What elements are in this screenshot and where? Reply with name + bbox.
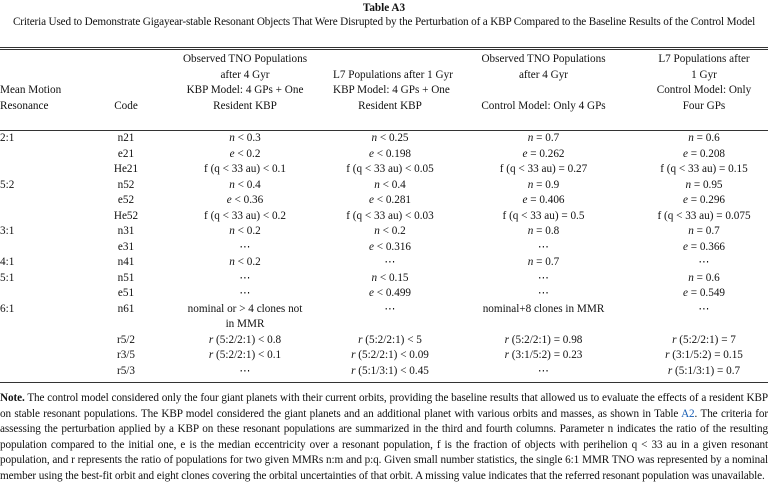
code-cell: He21: [113, 163, 139, 175]
code-cell: e21: [117, 147, 135, 160]
criterion-cell: r (5:2/2:1) < 5: [358, 333, 422, 346]
table-row: [0, 364, 768, 380]
criterion-cell: n = 0.95: [685, 178, 723, 191]
column-header-line: 1 Gyr: [691, 68, 717, 81]
code-cell: [95, 317, 157, 333]
criterion-cell: e < 0.2: [229, 147, 261, 160]
criterion-cell: ⋯: [698, 302, 710, 315]
criterion-cell: [447, 317, 640, 333]
criterion-cell: n < 0.2: [229, 256, 261, 268]
criterion-cell: ⋯: [384, 302, 396, 315]
column-header-line: Control Model: Only 4 GPs: [481, 99, 606, 112]
table-row: [0, 333, 768, 349]
resonance-cell: [0, 317, 95, 333]
resonance-cell: [0, 240, 95, 256]
bottom-rule: [0, 382, 768, 383]
criterion-cell: r (5:1/3:1) = 0.7: [667, 364, 741, 377]
resonance-cell: [0, 364, 95, 380]
criterion-cell: n < 0.3: [229, 132, 261, 144]
note-label: Note.: [0, 392, 25, 404]
criterion-cell: r (5:1/3:1) < 0.45: [351, 364, 429, 377]
criterion-cell: ⋯: [537, 287, 550, 299]
criterion-cell: nominal+8 clones in MMR: [482, 302, 605, 315]
criterion-cell: n < 0.25: [371, 132, 409, 144]
resonance-cell: [0, 147, 95, 163]
criterion-cell: [333, 317, 447, 333]
column-header-line: after 4 Gyr: [518, 68, 569, 81]
criterion-cell: r (5:2/2:1) < 0.1: [208, 349, 282, 361]
criterion-cell: n = 0.6: [688, 271, 720, 284]
note-text-2: . The criteria for assessing the perturbation applied by a KBP on these resonant populations are summarized in the third and fourth columns. Parameter n indicates the ratio of the resulting population compared to the initial one, e is the median eccentricity over a resonant population, f is the fraction of objects with perihelion q < 33 au in a given resonant population, and r represents the ratio of populations for two given MMRs n:m and p:q. Given small number statistics, the single 6:1 MMR TNO was represented by a nominal member using the best-fit orbit and eight clones covering the orbital uncertainties of that orbit. A missing value indicates that the referred resonant population was unavailable.: [0, 407, 768, 482]
criterion-cell: ⋯: [239, 364, 251, 377]
code-cell: e51: [117, 287, 135, 299]
resonance-cell: 5:1: [0, 271, 15, 284]
table-note: [0, 391, 768, 485]
resonance-cell: [0, 209, 95, 225]
criterion-cell: f (q < 33 au) = 0.15: [660, 163, 748, 175]
criterion-cell: r (3:1/5:2) = 0.23: [504, 349, 583, 361]
table-caption: Criteria Used to Demonstrate Gigayear-stable Resonant Objects That Were Disrupted by the Perturbation of a KBP Compared to the Baseline Results of the Control Model: [12, 16, 756, 28]
criterion-cell: r (5:2/2:1) = 0.98: [504, 333, 583, 346]
column-header: [447, 52, 640, 114]
criterion-cell: f (q < 33 au) < 0.1: [204, 163, 286, 175]
criterion-cell: nominal or > 4 clones not: [187, 302, 303, 315]
resonance-cell: [0, 286, 95, 302]
note-text-1: The control model considered only the four giant planets with their current orbits, providing the baseline results that allowed us to evaluate the effects of a resident KBP on stable resonant populations. The KBP model considered the giant planets and an additional planet with various orbits and masses, as shown in Table: [0, 392, 768, 420]
criterion-cell: r (5:2/2:1) < 0.8: [208, 333, 282, 346]
criterion-cell: e < 0.36: [226, 194, 264, 206]
table-row: [0, 162, 768, 178]
criterion-cell: n < 0.2: [229, 225, 261, 237]
criterion-cell: n = 0.9: [527, 178, 560, 191]
column-header-line: Observed TNO Populations: [481, 53, 606, 65]
table-a2-link[interactable]: A2: [681, 407, 695, 420]
resonance-cell: [0, 333, 95, 349]
criterion-cell: r (5:2/2:1) = 7: [672, 333, 736, 346]
criterion-cell: e = 0.296: [682, 194, 726, 206]
table-row: [0, 224, 768, 240]
table-row: [0, 271, 768, 287]
column-header-line: Resident KBP: [213, 99, 277, 112]
criterion-cell: ⋯: [537, 364, 550, 377]
code-cell: He52: [113, 209, 139, 222]
code-cell: r3/5: [116, 349, 136, 361]
criterion-cell: f (q < 33 au) < 0.03: [346, 209, 434, 222]
table-row: [0, 209, 768, 225]
top-double-rule-1: [0, 47, 768, 48]
column-header-line: L7 Populations after: [658, 53, 750, 65]
resonance-cell: 5:2: [0, 178, 15, 191]
table-body: [0, 131, 768, 379]
column-header-line: Mean Motion: [0, 84, 62, 96]
criterion-cell: r (5:2/2:1) < 0.09: [351, 349, 429, 361]
criterion-cell: n = 0.7: [688, 225, 720, 237]
criterion-cell: e = 0.406: [522, 194, 565, 206]
criterion-cell: e = 0.208: [682, 147, 726, 160]
criterion-cell: e < 0.198: [368, 147, 412, 160]
column-header-line: Observed TNO Populations: [182, 53, 308, 65]
table-row: [0, 302, 768, 318]
column-header-line: after 4 Gyr: [220, 68, 270, 81]
column-header: [157, 52, 333, 114]
resonance-cell: [0, 162, 95, 178]
criterion-cell: f (q < 33 au) = 0.27: [499, 163, 588, 175]
criterion-cell: r (3:1/5:2) = 0.15: [665, 349, 743, 361]
criterion-cell: ⋯: [239, 240, 251, 253]
column-header-line: KBP Model: 4 GPs + One: [333, 84, 450, 96]
table-row: [0, 255, 768, 271]
code-cell: n41: [117, 256, 135, 268]
code-cell: n61: [117, 302, 135, 315]
criterion-cell: e < 0.499: [368, 287, 412, 299]
criterion-cell: [640, 317, 768, 333]
column-header: [333, 52, 453, 114]
criterion-cell: n = 0.6: [688, 132, 720, 144]
column-header: [95, 52, 157, 114]
resonance-cell: 2:1: [0, 132, 15, 144]
table-row: [0, 178, 768, 194]
criterion-cell: n = 0.8: [527, 225, 560, 237]
code-cell: n52: [117, 178, 135, 191]
criterion-cell: ⋯: [537, 240, 550, 253]
column-header-line: Code: [114, 99, 138, 112]
table-label: Table A3: [362, 2, 406, 14]
criterion-cell: ⋯: [537, 271, 550, 284]
criterion-cell: f (q < 33 au) < 0.2: [204, 209, 286, 222]
column-header: [640, 52, 768, 114]
table-row: [0, 348, 768, 364]
code-cell: r5/3: [116, 364, 136, 377]
resonance-cell: 4:1: [0, 256, 15, 268]
criterion-cell: n < 0.2: [374, 225, 406, 237]
table-row: [0, 317, 768, 333]
criterion-cell: ⋯: [239, 287, 251, 299]
column-header-line: Resident KBP: [358, 99, 422, 112]
top-double-rule-2: [0, 49, 768, 50]
code-cell: e52: [117, 194, 135, 206]
criterion-cell: n < 0.4: [374, 178, 406, 191]
table-row: [0, 131, 768, 147]
criterion-cell: e < 0.316: [368, 240, 412, 253]
column-header-line: L7 Populations after 1 Gyr: [333, 68, 453, 81]
resonance-cell: [0, 193, 95, 209]
criterion-cell: ⋯: [698, 256, 710, 268]
column-header-line: KBP Model: 4 GPs + One: [186, 84, 304, 96]
code-cell: n21: [117, 132, 135, 144]
resonance-cell: 6:1: [0, 302, 15, 315]
criterion-cell: e = 0.262: [522, 147, 565, 160]
criterion-cell: f (q < 33 au) < 0.05: [346, 163, 434, 175]
criterion-cell: in MMR: [225, 318, 265, 330]
table-row: [0, 240, 768, 256]
column-header-line: [447, 83, 640, 99]
criterion-cell: f (q < 33 au) = 0.5: [502, 209, 585, 222]
resonance-cell: [0, 348, 95, 364]
criterion-cell: e = 0.366: [682, 240, 726, 253]
table-row: [0, 193, 768, 209]
table-header: [0, 52, 768, 114]
criterion-cell: ⋯: [384, 256, 396, 268]
criterion-cell: f (q < 33 au) = 0.075: [657, 209, 751, 222]
table-row: [0, 286, 768, 302]
resonance-cell: 3:1: [0, 225, 15, 237]
criterion-cell: n < 0.4: [229, 178, 261, 191]
column-header: [0, 52, 95, 114]
column-header-line: Resonance: [0, 99, 49, 112]
criterion-cell: n = 0.7: [527, 132, 560, 144]
column-header-line: Control Model: Only: [656, 84, 752, 96]
criterion-cell: ⋯: [239, 271, 251, 284]
code-cell: r5/2: [116, 333, 136, 346]
criterion-cell: e = 0.549: [682, 287, 726, 299]
column-header-line: Four GPs: [682, 99, 726, 112]
code-cell: n51: [117, 271, 135, 284]
code-cell: n31: [117, 225, 135, 237]
criterion-cell: e < 0.281: [368, 194, 412, 206]
criterion-cell: n < 0.15: [371, 271, 409, 284]
criterion-cell: n = 0.7: [527, 256, 560, 268]
table-row: [0, 147, 768, 163]
code-cell: e31: [117, 240, 135, 253]
